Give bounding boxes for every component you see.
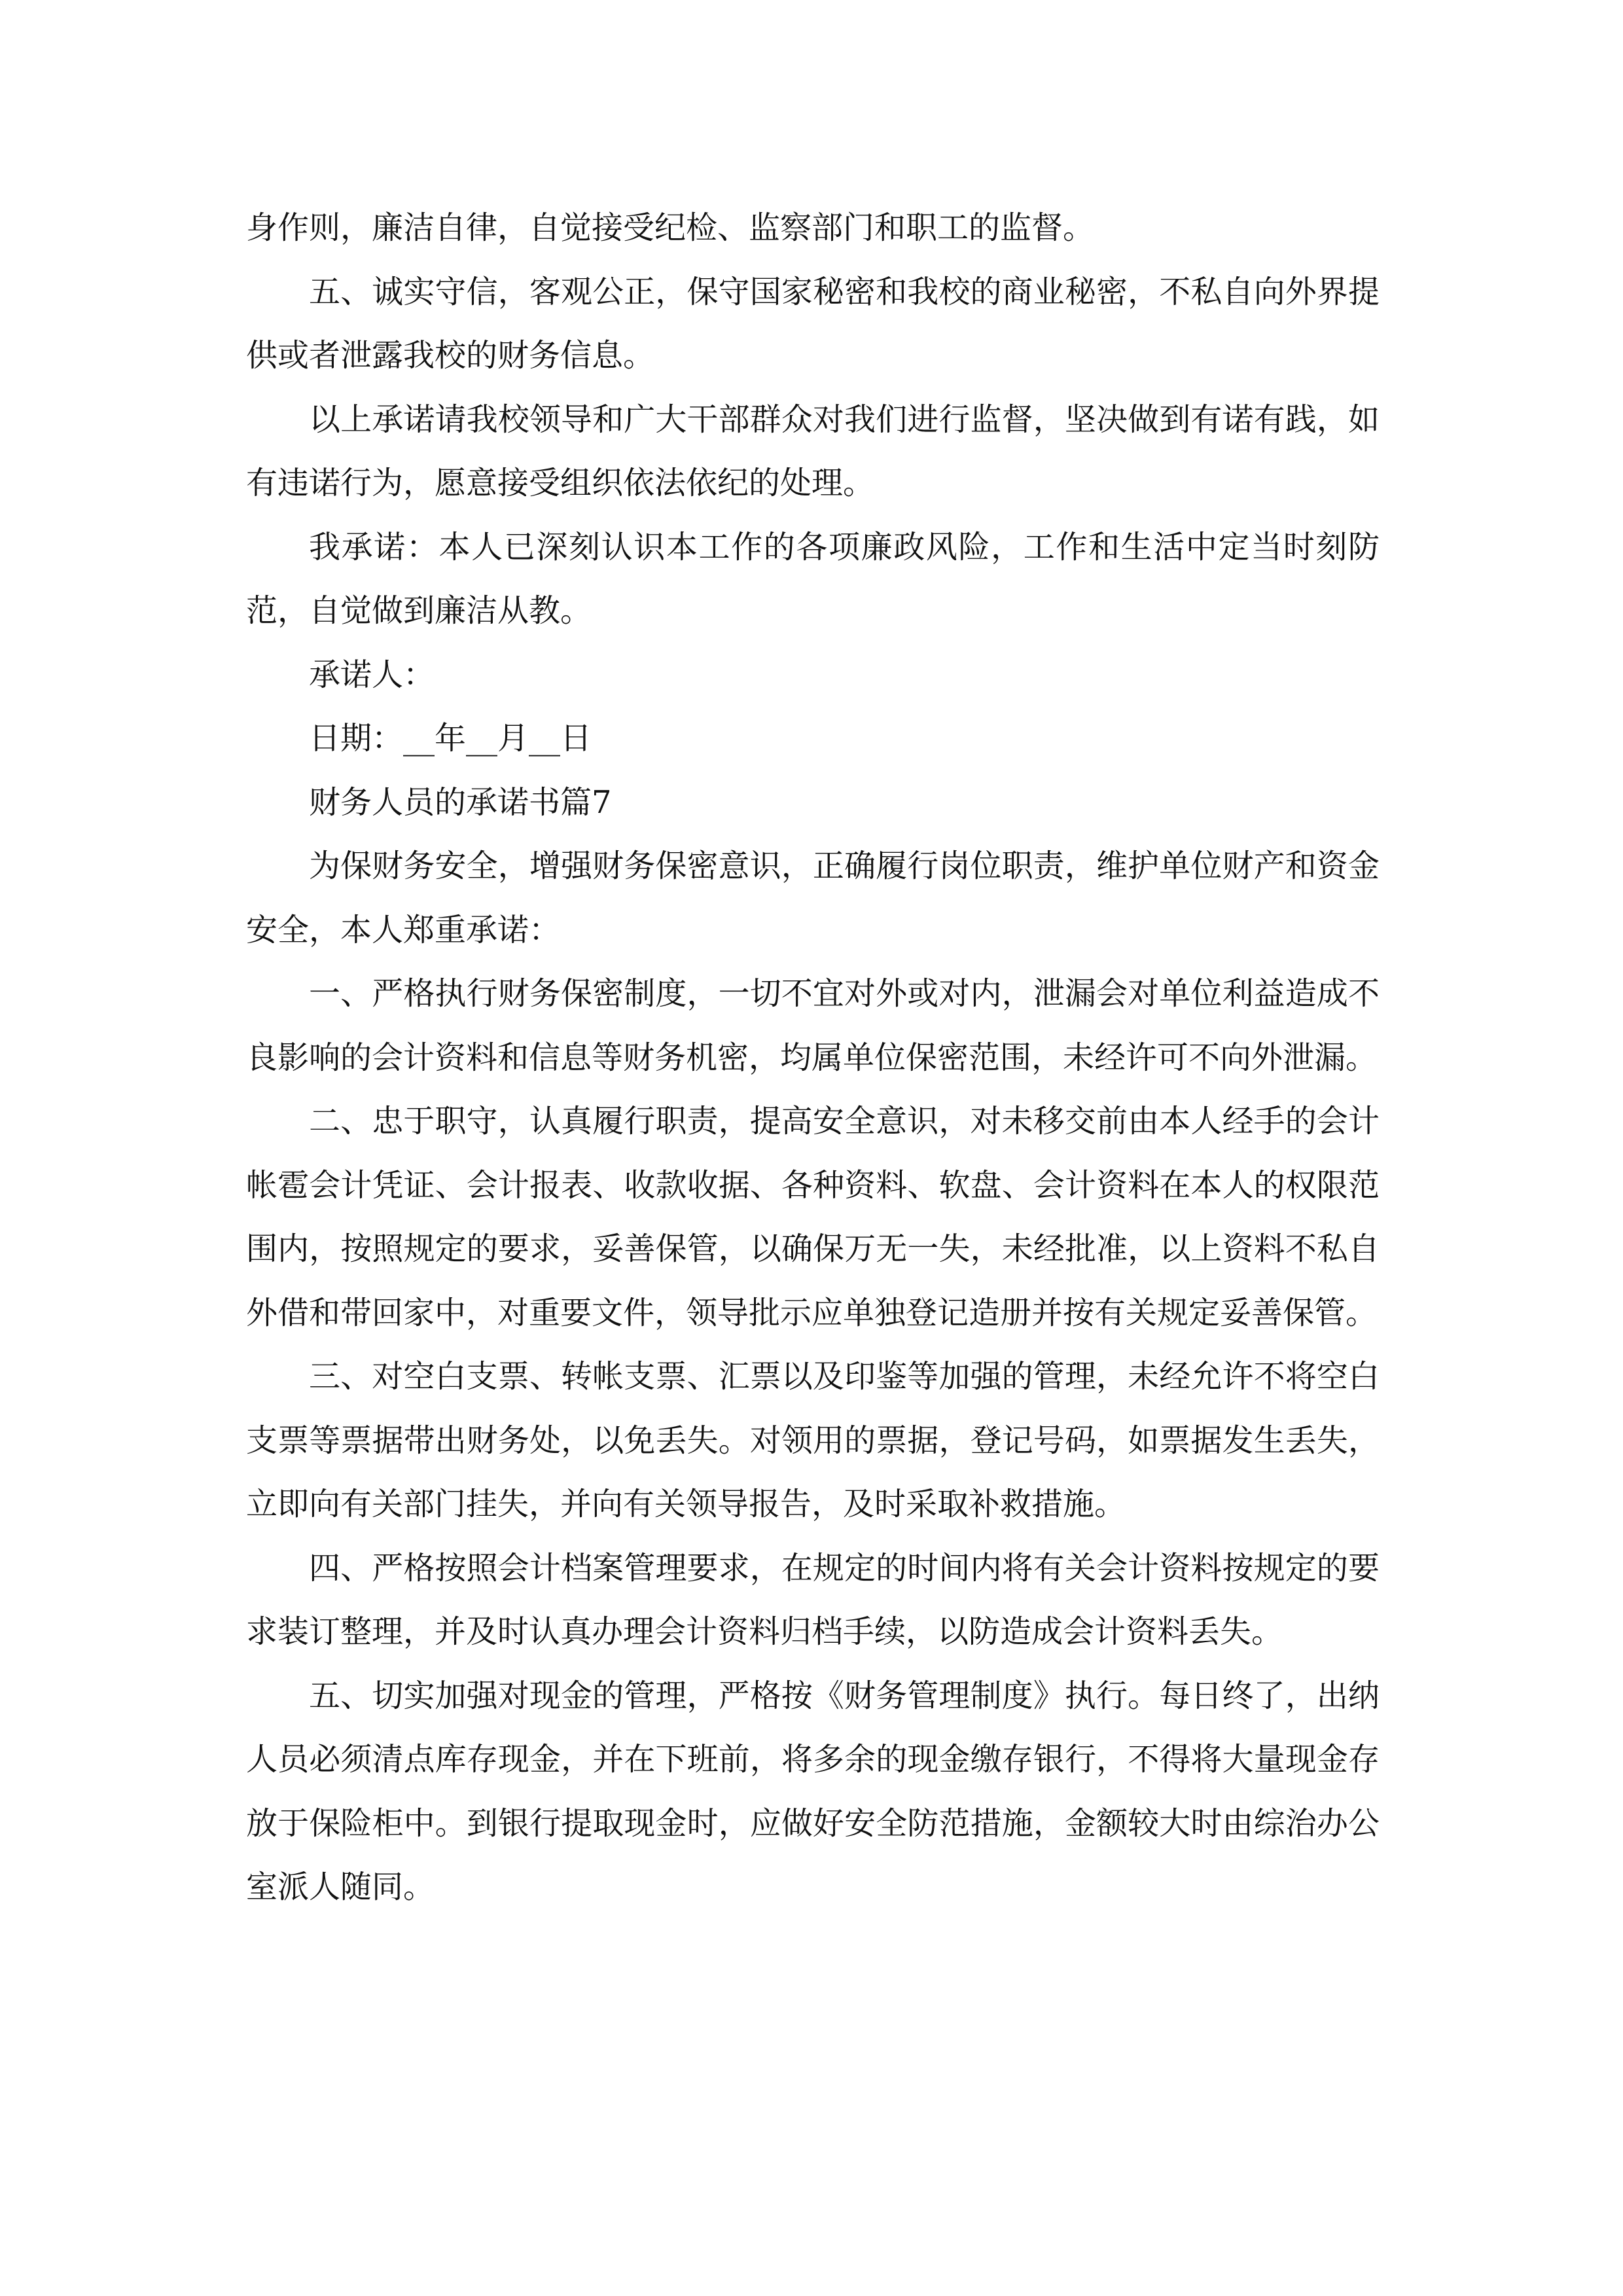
paragraph-clause-3: 三、对空白支票、转帐支票、汇票以及印鉴等加强的管理，未经允许不将空白支票等票据带出财务处，以免丢失。对领用的票据，登记号码，如票据发生丢失，立即向有关部门挂失，并向有关领导报告，及时采取补救措施。 <box>246 1358 1380 1522</box>
paragraph-clause-4: 四、严格按照会计档案管理要求，在规定的时间内将有关会计资料按规定的要求装订整理，并及时认真办理会计资料归档手续，以防造成会计资料丢失。 <box>246 1549 1380 1650</box>
paragraph-clause-1: 一、严格执行财务保密制度，一切不宜对外或对内，泄漏会对单位利益造成不良影响的会计资料和信息等财务机密，均属单位保密范围，未经许可不向外泄漏。 <box>246 975 1380 1076</box>
paragraph-clause-5-integrity: 五、诚实守信，客观公正，保守国家秘密和我校的商业秘密，不私自向外界提供或者泄露我校的财务信息。 <box>246 273 1380 374</box>
paragraph-clause-5: 五、切实加强对现金的管理，严格按《财务管理制度》执行。每日终了，出纳人员必须清点库存现金，并在下班前，将多余的现金缴存银行，不得将大量现金存放于保险柜中。到银行提取现金时，应做好安全防范措施，金额较大时由综治办公室派人随同。 <box>246 1677 1380 1905</box>
section-heading: 财务人员的承诺书篇7 <box>309 783 612 821</box>
paragraph-supervision: 以上承诺请我校领导和广大干部群众对我们进行监督，坚决做到有诺有践，如有违诺行为，愿意接受组织依法依纪的处理。 <box>246 401 1380 501</box>
paragraph-continuation: 身作则，廉洁自律，自觉接受纪检、监察部门和职工的监督。 <box>246 209 1095 246</box>
paragraph-my-pledge: 我承诺：本人已深刻认识本工作的各项廉政风险，工作和生活中定当时刻防范，自觉做到廉洁从教。 <box>246 528 1380 629</box>
document-body <box>246 196 1380 1920</box>
paragraph-intro: 为保财务安全，增强财务保密意识，正确履行岗位职责，维护单位财产和资金安全，本人郑重承诺： <box>246 848 1380 948</box>
paragraph-clause-2: 二、忠于职守，认真履行职责，提高安全意识，对未移交前由本人经手的会计帐雹会计凭证、会计报表、收款收据、各种资料、软盘、会计资料在本人的权限范围内，按照规定的要求，妥善保管，以确保万无一失，未经批准，以上资料不私自外借和带回家中，对重要文件，领导批示应单独登记造册并按有关规定妥善保管。 <box>246 1103 1380 1331</box>
date-line: 日期：__年__月__日 <box>309 720 592 757</box>
signatory-line: 承诺人： <box>309 656 435 693</box>
